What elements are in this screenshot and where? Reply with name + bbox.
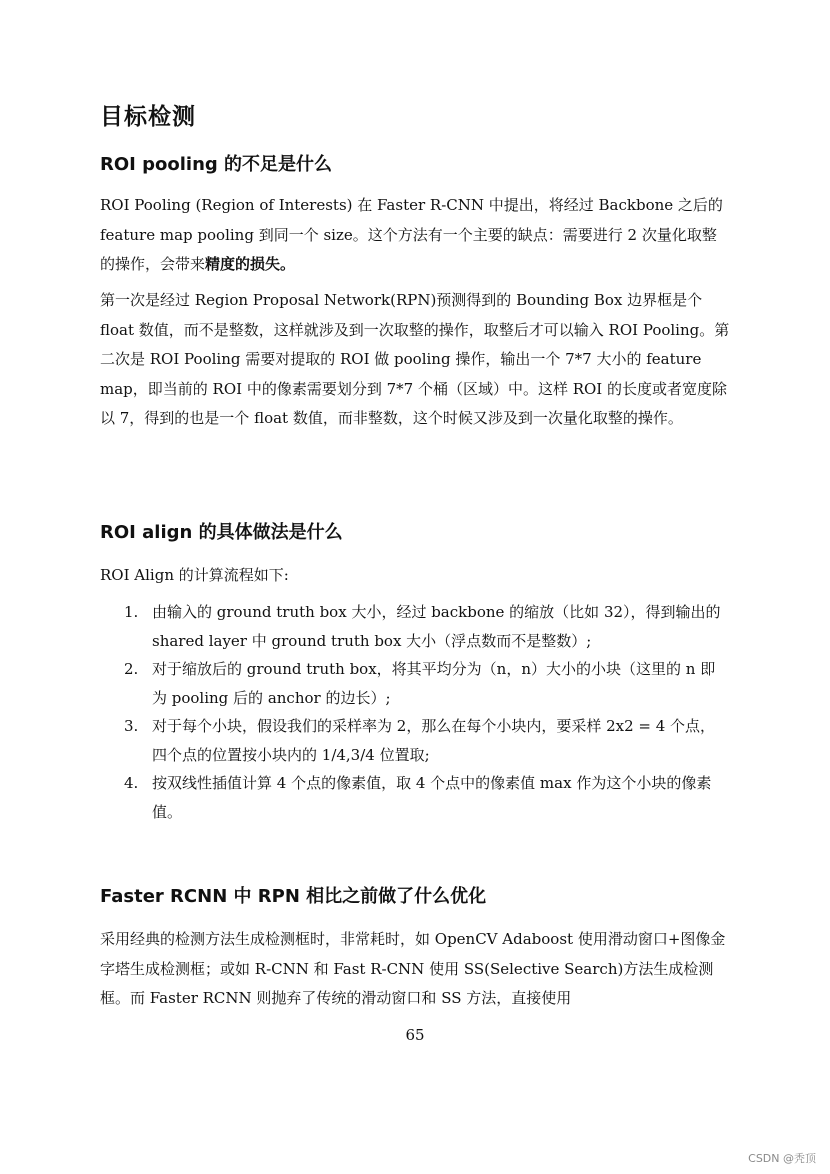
page-number: 65	[405, 1026, 425, 1044]
list-item-text: 按双线性插值计算 4 个点的像素值，取 4 个点中的像素值 max 作为这个小块的像素值。	[152, 774, 712, 821]
list-number: 2.	[124, 660, 139, 678]
section-heading-roi-align: ROI align 的具体做法是什么	[100, 522, 343, 543]
paragraph-faster-rcnn-rpn: 采用经典的检测方法生成检测框时，非常耗时，如 OpenCV Adaboost 使用滑动窗口+图像金字塔生成检测框；或如 R-CNN 和 Fast R-CNN 使用 SS(Selective Search)方法生成检测框。而 Faster RCNN 则抛弃了传统的滑动窗口和 SS 方法，直接使用	[100, 930, 726, 1007]
list-item	[100, 712, 730, 769]
roi-align-intro: ROI Align 的计算流程如下:	[100, 566, 289, 584]
paragraph-text: 第一次是经过 Region Proposal Network(RPN)预测得到的 Bounding Box 边界框是个 float 数值，而不是整数，这样就涉及到一次取整的操作，取整后才可以输入 ROI Pooling。第二次是 ROI Pooling 需要对提取的 ROI 做 pooling 操作，输出一个 7*7 大小的 feature map，即当前的 ROI 中的像素需要划分到 7*7 个桶（区域）中。这样 ROI 的长度或者宽度除以 7，得到的也是一个 float 数值，而非整数，这个时候又涉及到一次量化取整的操作。	[100, 291, 730, 427]
list-item	[100, 769, 730, 826]
paragraph-text: ROI Pooling (Region of Interests) 在 Faster R-CNN 中提出，将经过 Backbone 之后的 feature map pooling 到同一个 size。这个方法有一个主要的缺点：需要进行 2 次量化取整的操作，会带来	[100, 196, 723, 273]
section-heading-faster-rcnn-rpn: Faster RCNN 中 RPN 相比之前做了什么优化	[100, 886, 487, 907]
list-number: 3.	[124, 717, 139, 735]
watermark: CSDN @秃顶	[748, 1152, 816, 1165]
roi-align-steps	[100, 598, 730, 826]
list-number: 4.	[124, 774, 139, 792]
list-item-text: 由输入的 ground truth box 大小，经过 backbone 的缩放（比如 32），得到输出的 shared layer 中 ground truth box 大小（浮点数而不是整数）;	[152, 603, 721, 650]
paragraph-roi-pooling-detail	[100, 286, 730, 434]
section-heading-roi-pooling: ROI pooling 的不足是什么	[100, 154, 333, 175]
list-item-text: 对于每个小块，假设我们的采样率为 2，那么在每个小块内，要采样 2x2 = 4 个点，四个点的位置按小块内的 1/4,3/4 位置取;	[152, 717, 716, 764]
list-item	[100, 598, 730, 655]
emphasis-text: 精度的损失。	[205, 255, 296, 273]
list-item-text: 对于缩放后的 ground truth box，将其平均分为（n，n）大小的小块（这里的 n 即为 pooling 后的 anchor 的边长）;	[152, 660, 716, 707]
paragraph-roi-pooling-intro	[100, 191, 730, 280]
page-title: 目标检测	[100, 104, 196, 130]
list-number: 1.	[124, 603, 139, 621]
list-item	[100, 655, 730, 712]
